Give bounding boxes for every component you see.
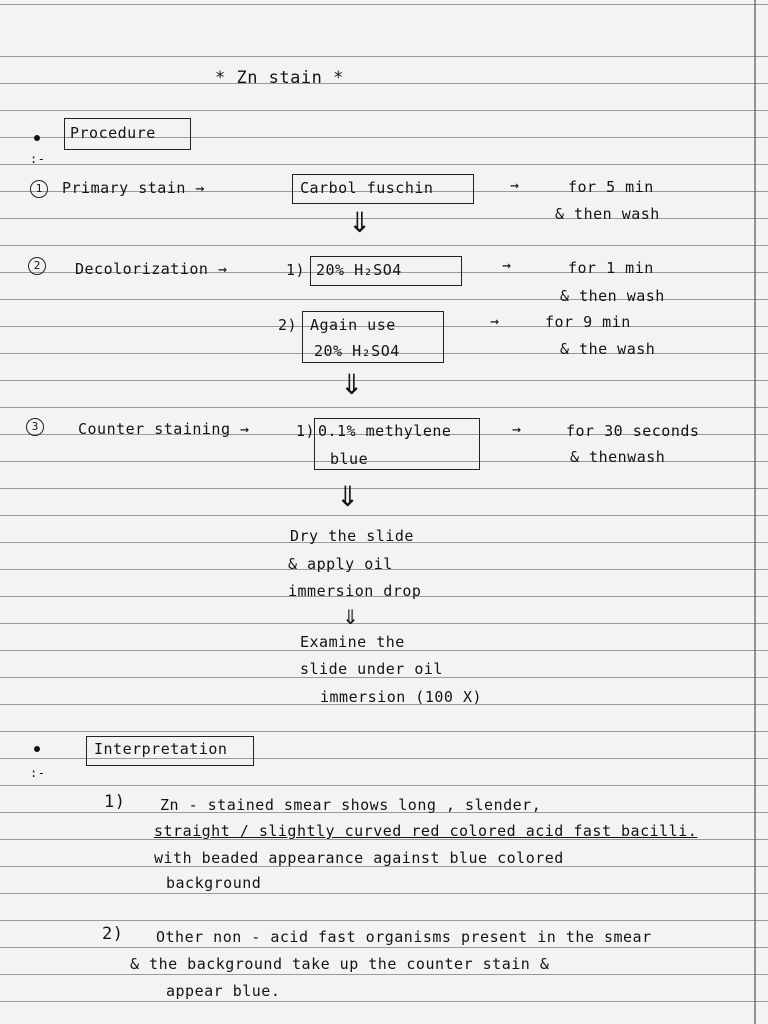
interpretation-1-marker: 1) [104,792,126,812]
step-2-sub1-reagent: 20% H₂SO4 [316,261,402,279]
procedure-heading: Procedure [70,124,156,142]
step-2-sub2-reagent-line1: Again use [310,316,396,334]
flow-arrow-4: ⇓ [342,605,359,629]
step-1-number: 1 [30,180,48,198]
interpretation-2-marker: 2) [102,924,124,944]
step-2-sub1-after: & then wash [560,287,665,305]
examine-line-3: immersion (100 X) [320,688,483,706]
step-3-arrow: → [512,420,522,438]
interpretation-colon-mark: :- [30,766,46,780]
step-1-reagent: Carbol fuschin [300,179,434,197]
step-3-reagent-line1: 0.1% methylene [318,422,452,440]
flow-arrow-2: ⇓ [340,368,364,401]
step-1-label: Primary stain → [62,179,205,197]
dry-line-1: Dry the slide [290,527,414,545]
step-2-sub2-marker: 2) [278,316,298,334]
examine-line-1: Examine the [300,633,405,651]
step-3-after: & thenwash [570,448,666,466]
step-2-sub2-after: & the wash [560,340,656,358]
interpretation-2-line-1: Other non - acid fast organisms present in the smear [156,928,652,946]
step-2-sub1-marker: 1) [286,261,306,279]
bullet-interpretation [34,746,40,752]
page-title: * Zn stain * [215,68,344,88]
interpretation-1-line-3: with beaded appearance against blue colored [154,849,564,867]
step-2-sub2-reagent-line2: 20% H₂SO4 [314,342,400,360]
interpretation-2-line-2: & the background take up the counter stain & [130,955,550,973]
step-3-marker: 1) [296,422,316,440]
step-2-sub2-time: for 9 min [545,313,631,331]
step-3-number: 3 [26,418,44,436]
step-2-sub1-time: for 1 min [568,259,654,277]
step-2-arrow: → [502,256,512,274]
bullet-procedure [34,135,40,141]
interpretation-1-line-2: straight / slightly curved red colored acid fast bacilli. [154,822,698,840]
interpretation-2-line-3: appear blue. [166,982,281,1000]
step-2-number: 2 [28,257,46,275]
step-1-arrow: → [510,176,520,194]
step-3-label: Counter staining → [78,420,250,438]
step-1-time: for 5 min [568,178,654,196]
page-binding-edge [754,0,756,1024]
step-3-reagent-line2: blue [330,450,369,468]
step-2-label: Decolorization → [75,260,228,278]
interpretation-1-line-4: background [166,874,262,892]
step-3-time: for 30 seconds [566,422,700,440]
interpretation-1-line-1: Zn - stained smear shows long , slender, [160,796,542,814]
flow-arrow-1: ⇓ [348,206,372,239]
flow-arrow-3: ⇓ [336,480,360,513]
procedure-colon-mark: :- [30,152,46,166]
examine-line-2: slide under oil [300,660,443,678]
step-2-sub2-arrow: → [490,312,500,330]
dry-line-3: immersion drop [288,582,422,600]
interpretation-heading: Interpretation [94,740,228,758]
step-1-after: & then wash [555,205,660,223]
dry-line-2: & apply oil [288,555,393,573]
